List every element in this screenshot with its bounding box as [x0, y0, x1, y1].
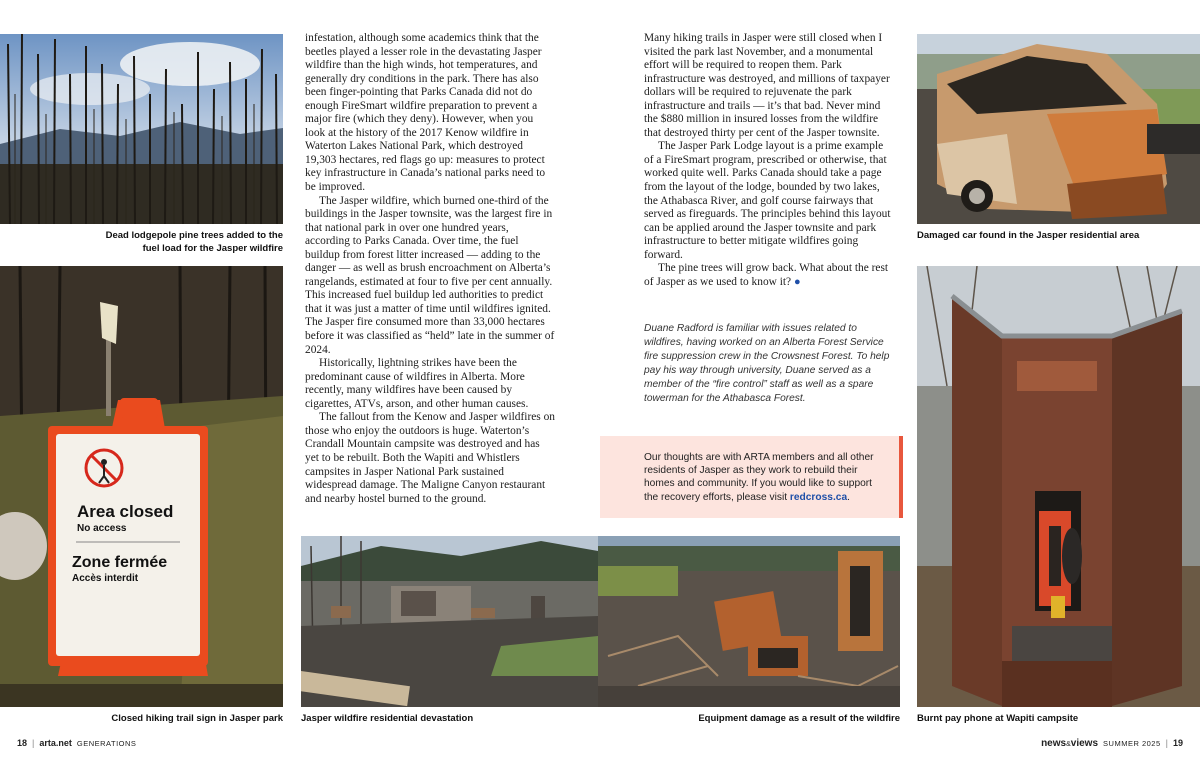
- photo-equipment: [598, 536, 900, 707]
- redcross-link[interactable]: redcross.ca: [789, 491, 848, 503]
- paragraph: infestation, although some academics think that the beetles played a lesser role in the devastating Jasper wildfire than the high winds, hot temperatures, and generally dry conditions in the park. There has also been finger-pointing that Parks Canada did not do enough FireSmart wildfire preparation to prevent a major fire (which they deny). However, when you look at the history of the 2017 Kenow wildfire in Waterton Lakes National Park, which destroyed 19,303 hectares, red flags go up: measures to protect key infrastructure in Canada’s national parks need to be improved.: [305, 32, 546, 194]
- support-note-text: Our thoughts are with ARTA members and all other residents of Jasper as they work to rebuild their homes and community. If you would like to support the recovery efforts, please visit: [644, 452, 874, 503]
- page-number-right: 19: [1172, 738, 1183, 748]
- sign-no-access: No access: [77, 523, 127, 534]
- caption-equipment: Equipment damage as a result of the wildfire: [698, 713, 900, 724]
- paragraph: Historically, lightning strikes have been the predominant cause of wildfires in Alberta. More recently, many wildfires have been caused by cigarettes, ATVs, arson, and other human causes.: [305, 357, 529, 410]
- sign-zone-fermee: Zone fermée: [72, 554, 168, 571]
- paragraph: The fallout from the Kenow and Jasper wildfires on those who enjoy the outdoors is huge. Waterton’s Crandall Mountain campsite was destroyed and has yet to be rebuilt. Both the Wapiti and Whistlers campsites in Jasper National Park sustained widespread damage. The Maligne Canyon restaurant and nearby hostel burned to the ground.: [305, 411, 555, 505]
- photo-residential: [301, 536, 598, 707]
- end-mark-icon: ●: [793, 275, 801, 288]
- brand-news: news: [1041, 738, 1067, 749]
- paragraph: The Jasper Park Lodge layout is a prime example of a FireSmart program, prescribed or otherwise, that worked quite well. Parks Canada should take a page from the layout of the lodge, bounded by two lakes, the Athabasca River, and golf course fairways that served as fireguards. The principles behind this layout can be applied around the Jasper townsite and park infrastructure to better mitigate wildfires going forward.: [644, 140, 891, 261]
- brand-views: views: [1070, 738, 1099, 749]
- footer-right: [1041, 738, 1183, 749]
- caption-dead-trees: Dead lodgepole pine trees added to the fuel load for the Jasper wildfire: [105, 230, 283, 254]
- page-number-left: 18: [17, 738, 28, 748]
- caption-payphone: Burnt pay phone at Wapiti campsite: [917, 713, 1079, 724]
- brand-amp: &: [1066, 741, 1071, 748]
- footer-issue: SUMMER 2025: [1103, 739, 1161, 748]
- paragraph: The Jasper wildfire, which burned one-third of the buildings in the Jasper townsite, was the largest fire in that national park in over one hundred years, according to Parks Canada. Over time, the fuel buildup from forest litter increased — adding to the danger — as well as brush encroachment on Alberta’s rangelands, estimated at four to five per cent annually. This increased fuel buildup led authorities to predict that it was just a matter of time until wildfires ignited. The Jasper fire consumed more than 33,000 hectares before it was classified as “held” late in the summer of 2024.: [305, 194, 555, 356]
- article-column-1: [305, 32, 555, 506]
- photo-payphone: [917, 266, 1200, 707]
- sign-area-closed: Area closed: [77, 502, 174, 521]
- footer-separator: |: [1165, 738, 1168, 748]
- footer-left: [17, 738, 136, 748]
- photo-dead-trees: [0, 34, 283, 224]
- support-note-end: .: [847, 491, 850, 503]
- sign-acces-interdit: Accès interdit: [72, 573, 139, 584]
- footer-separator: |: [32, 738, 35, 748]
- photo-closed-sign: [0, 266, 283, 707]
- photo-damaged-car: [917, 34, 1200, 224]
- support-note-box: [600, 436, 903, 518]
- caption-closed-sign: Closed hiking trail sign in Jasper park: [111, 713, 283, 724]
- footer-magazine: GENERATIONS: [76, 739, 137, 748]
- paragraph: [644, 262, 894, 289]
- article-column-2: [644, 32, 894, 289]
- caption-residential: Jasper wildfire residential devastation: [301, 713, 474, 724]
- paragraph: Many hiking trails in Jasper were still closed when I visited the park last November, and a monumental effort will be required to reopen them. Park infrastructure was destroyed, and millions of taxpayer dollars will be required to rejuvenate the park infrastructure and trails — it’s that bad. Never mind the $880 million in insured losses from the wildfire that destroyed thirty per cent of the Jasper townsite.: [644, 32, 890, 139]
- paragraph-text: The pine trees will grow back. What about the rest of Jasper as we used to know it?: [644, 262, 889, 288]
- author-bio: Duane Radford is familiar with issues related to wildfires, having worked on an Alberta Forest Service fire suppression crew in the Crowsnest Forest. To help pay his way through university, Duane served as a member of the “fire control” staff as well as a spare towerman for the Athabasca Forest.: [644, 323, 890, 404]
- caption-damaged-car: Damaged car found in the Jasper residential area: [917, 230, 1140, 241]
- footer-site: arta.net: [39, 738, 72, 748]
